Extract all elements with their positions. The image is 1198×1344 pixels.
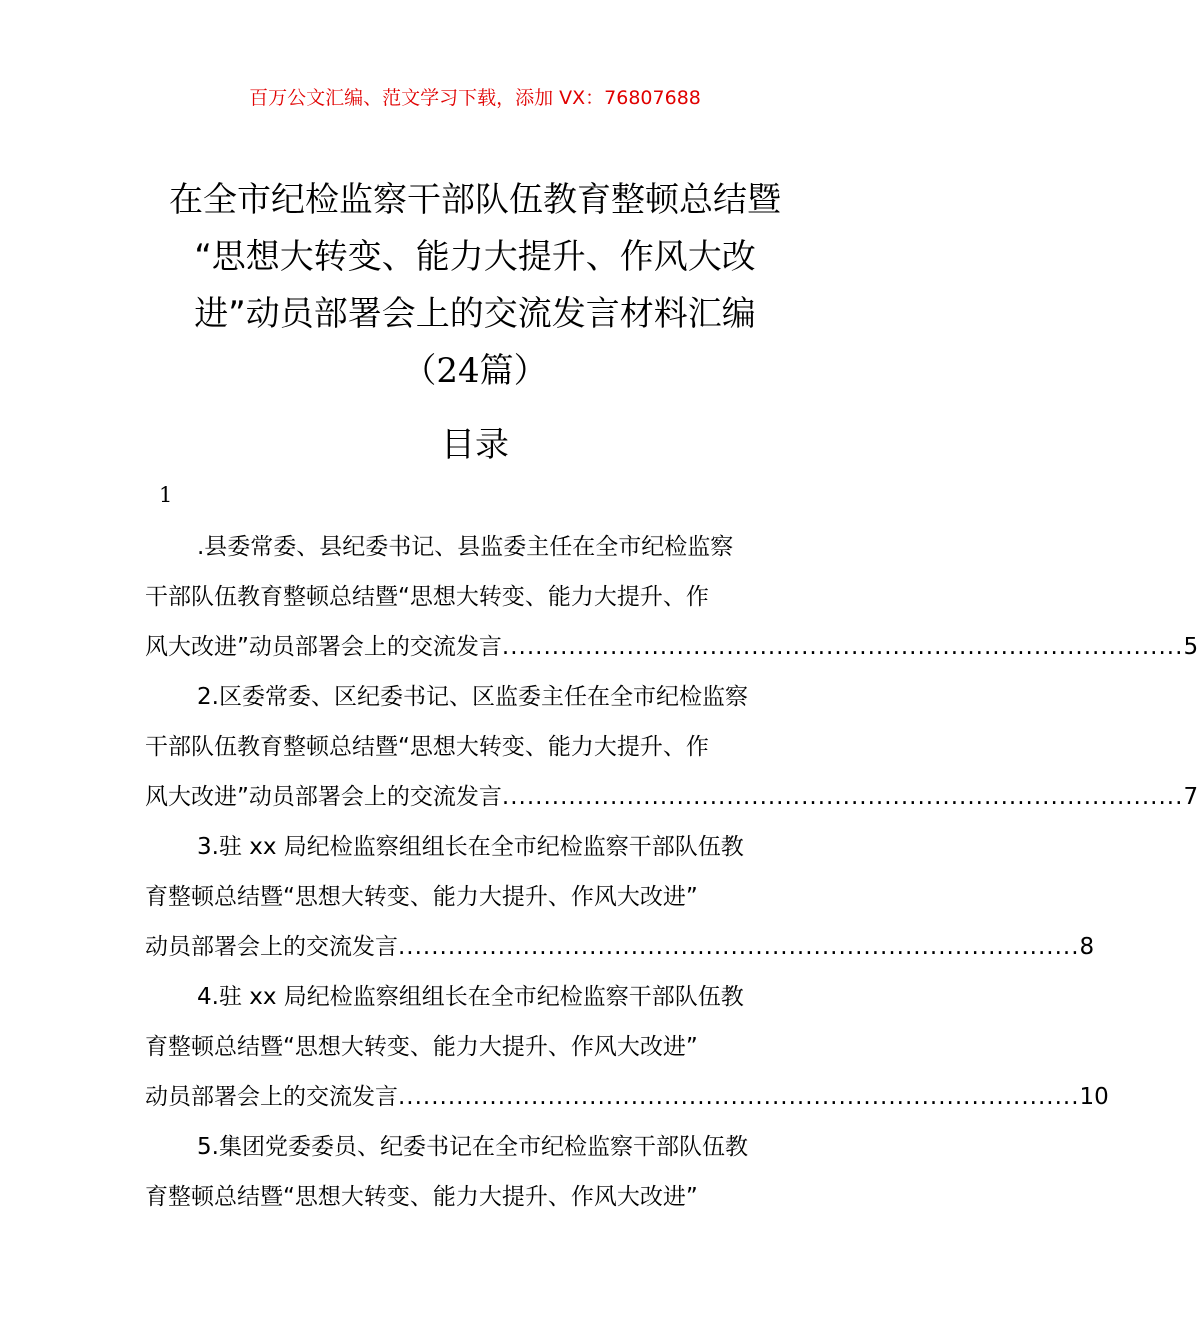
toc-entry-4[interactable] [145,972,1109,1122]
toc-leader-dots: .................................................................................. [398,1084,1080,1110]
header-note: 百万公文汇编、范文学习下载，添加 VX：76807688 [249,87,701,109]
toc-entry-line: 动员部署会上的交流发言 [145,934,398,960]
stray-number: 1 [159,483,173,507]
toc-page-number: 7 [1183,784,1198,810]
toc-page-number: 5 [1183,634,1198,660]
toc-entry-line: 风大改进”动员部署会上的交流发言 [145,784,502,810]
toc-entry-line: 4.驻 xx 局纪检监察组组长在全市纪检监察干部队伍教 [197,984,744,1010]
toc-entry-line: .县委常委、县纪委书记、县监委主任在全市纪检监察 [197,534,734,560]
title-count-label: （24篇） [402,351,548,391]
title-line-2: “思想大转变、能力大提升、作风大改 [194,237,756,277]
toc-entry-line: 3.驻 xx 局纪检监察组组长在全市纪检监察干部队伍教 [197,834,744,860]
toc-heading: 目录 [441,425,509,465]
toc-page-number: 8 [1079,934,1095,960]
toc-entry-line: 风大改进”动员部署会上的交流发言 [145,634,502,660]
toc-leader-dots: .................................................................................. [398,934,1080,960]
toc-entry-2[interactable] [145,672,1198,822]
title-line-1: 在全市纪检监察干部队伍教育整顿总结暨 [169,180,781,220]
toc-entry-5[interactable] [145,1122,807,1222]
toc-entry-line: 干部队伍教育整顿总结暨“思想大转变、能力大提升、作 [145,734,709,760]
toc-entry-line: 干部队伍教育整顿总结暨“思想大转变、能力大提升、作 [145,584,709,610]
toc-entry-last-line [145,772,1198,822]
toc-entry-line: 育整顿总结暨“思想大转变、能力大提升、作风大改进” [145,1034,698,1060]
title-line-3: 进”动员部署会上的交流发言材料汇编 [194,294,756,334]
toc-leader-dots: .................................................................................. [501,784,1184,810]
toc-leader-dots: .................................................................................. [501,634,1184,660]
toc-entry-last-line [145,622,1198,672]
toc-entry-line: 5.集团党委委员、纪委书记在全市纪检监察干部队伍教 [197,1134,748,1160]
toc-entry-last-line [145,922,1095,972]
table-of-contents [145,522,1198,1222]
toc-entry-last-line [145,1072,1109,1122]
toc-entry-line: 育整顿总结暨“思想大转变、能力大提升、作风大改进” [145,884,698,910]
toc-entry-1[interactable] [145,522,1198,672]
document-title [120,172,830,400]
toc-page-number: 10 [1079,1084,1109,1110]
toc-entry-line: 2.区委常委、区纪委书记、区监委主任在全市纪检监察 [197,684,748,710]
toc-entry-line: 动员部署会上的交流发言 [145,1084,398,1110]
toc-entry-3[interactable] [145,822,1095,972]
toc-entry-line: 育整顿总结暨“思想大转变、能力大提升、作风大改进” [145,1184,698,1210]
